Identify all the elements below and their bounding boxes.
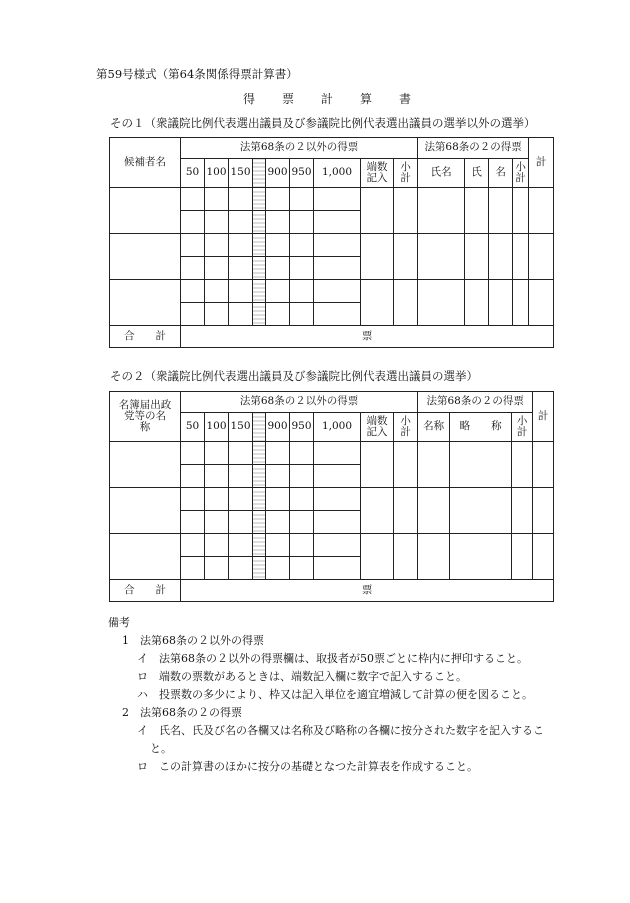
note-item: ロ 端数の票数があるときは、端数記入欄に数字で記入すること。 <box>137 670 467 683</box>
b-col-surname: 氏 <box>465 159 489 188</box>
section2-heading: その２（衆議院比例代表選出議員及び参議院比例代表選出議員の選挙） <box>110 369 478 383</box>
b-subtotal-header: 小計 <box>512 413 533 442</box>
section2-table <box>109 391 554 602</box>
section1-total-row-unit: 票 <box>181 326 554 348</box>
table-row <box>110 188 181 234</box>
section1-total-col-header: 計 <box>529 138 554 188</box>
section2-total-row-label: 合 計 <box>110 580 181 602</box>
note-item: 2 法第68条の２の得票 <box>122 706 242 719</box>
b-subtotal-header: 小計 <box>513 159 529 188</box>
table-row <box>110 442 181 488</box>
note-item: イ 法第68条の２以外の得票欄は、取扱者が50票ごとに枠内に押印すること。 <box>137 652 528 665</box>
tally-50: 50 <box>181 159 205 188</box>
tally-150: 150 <box>229 413 253 442</box>
column-break <box>253 159 266 188</box>
fraction-header: 端数記入 <box>361 159 394 188</box>
tally-950: 950 <box>290 159 314 188</box>
notes-heading: 備考 <box>108 616 130 629</box>
tally-50: 50 <box>181 413 205 442</box>
table-row <box>110 234 181 280</box>
section1-total-row-label: 合 計 <box>110 326 181 348</box>
tally-900: 900 <box>266 159 290 188</box>
tally-950: 950 <box>290 413 314 442</box>
note-item: イ 氏名、氏及び名の各欄又は名称及び略称の各欄に按分された数字を記入するこ <box>137 724 544 737</box>
section2-total-row-unit: 票 <box>181 580 554 602</box>
section2-group-b-header: 法第68条の２の得票 <box>418 392 533 413</box>
section1-group-a-header: 法第68条の２以外の得票 <box>181 138 418 159</box>
tally-150: 150 <box>229 159 253 188</box>
section2-group-a-header: 法第68条の２以外の得票 <box>181 392 418 413</box>
page-title: 得 票 計 算 書 <box>243 92 413 106</box>
note-item: ロ この計算書のほかに按分の基礎となつた計算表を作成すること。 <box>137 760 478 773</box>
table-row <box>110 534 181 580</box>
section1-group-b-header: 法第68条の２の得票 <box>418 138 529 159</box>
tally-900: 900 <box>266 413 290 442</box>
tally-1000: 1,000 <box>314 159 361 188</box>
section2-total-col-header: 計 <box>533 392 554 442</box>
subtotal-header: 小計 <box>394 413 418 442</box>
form-label: 第59号様式（第64条関係得票計算書） <box>96 67 298 81</box>
tally-1000: 1,000 <box>314 413 361 442</box>
b-col-fullname: 氏名 <box>418 159 465 188</box>
b-col-given: 名 <box>489 159 513 188</box>
section2-name-header: 名簿届出政党等の名 称 <box>110 392 181 442</box>
tally-100: 100 <box>205 413 229 442</box>
b-col-name: 名称 <box>418 413 450 442</box>
section1-name-header: 候補者名 <box>110 138 181 188</box>
b-col-abbrev: 略 称 <box>450 413 512 442</box>
note-item: と。 <box>150 742 172 755</box>
note-item: 1 法第68条の２以外の得票 <box>122 634 264 647</box>
tally-100: 100 <box>205 159 229 188</box>
table-row <box>110 488 181 534</box>
section1-table <box>109 137 554 348</box>
section1-heading: その１（衆議院比例代表選出議員及び参議院比例代表選出議員の選挙以外の選挙） <box>110 116 536 130</box>
subtotal-header: 小計 <box>394 159 418 188</box>
table-row <box>110 280 181 326</box>
column-break <box>253 413 266 442</box>
note-item: ハ 投票数の多少により、枠又は記入単位を適宜増減して計算の便を図ること。 <box>137 688 533 701</box>
fraction-header: 端数記入 <box>361 413 394 442</box>
